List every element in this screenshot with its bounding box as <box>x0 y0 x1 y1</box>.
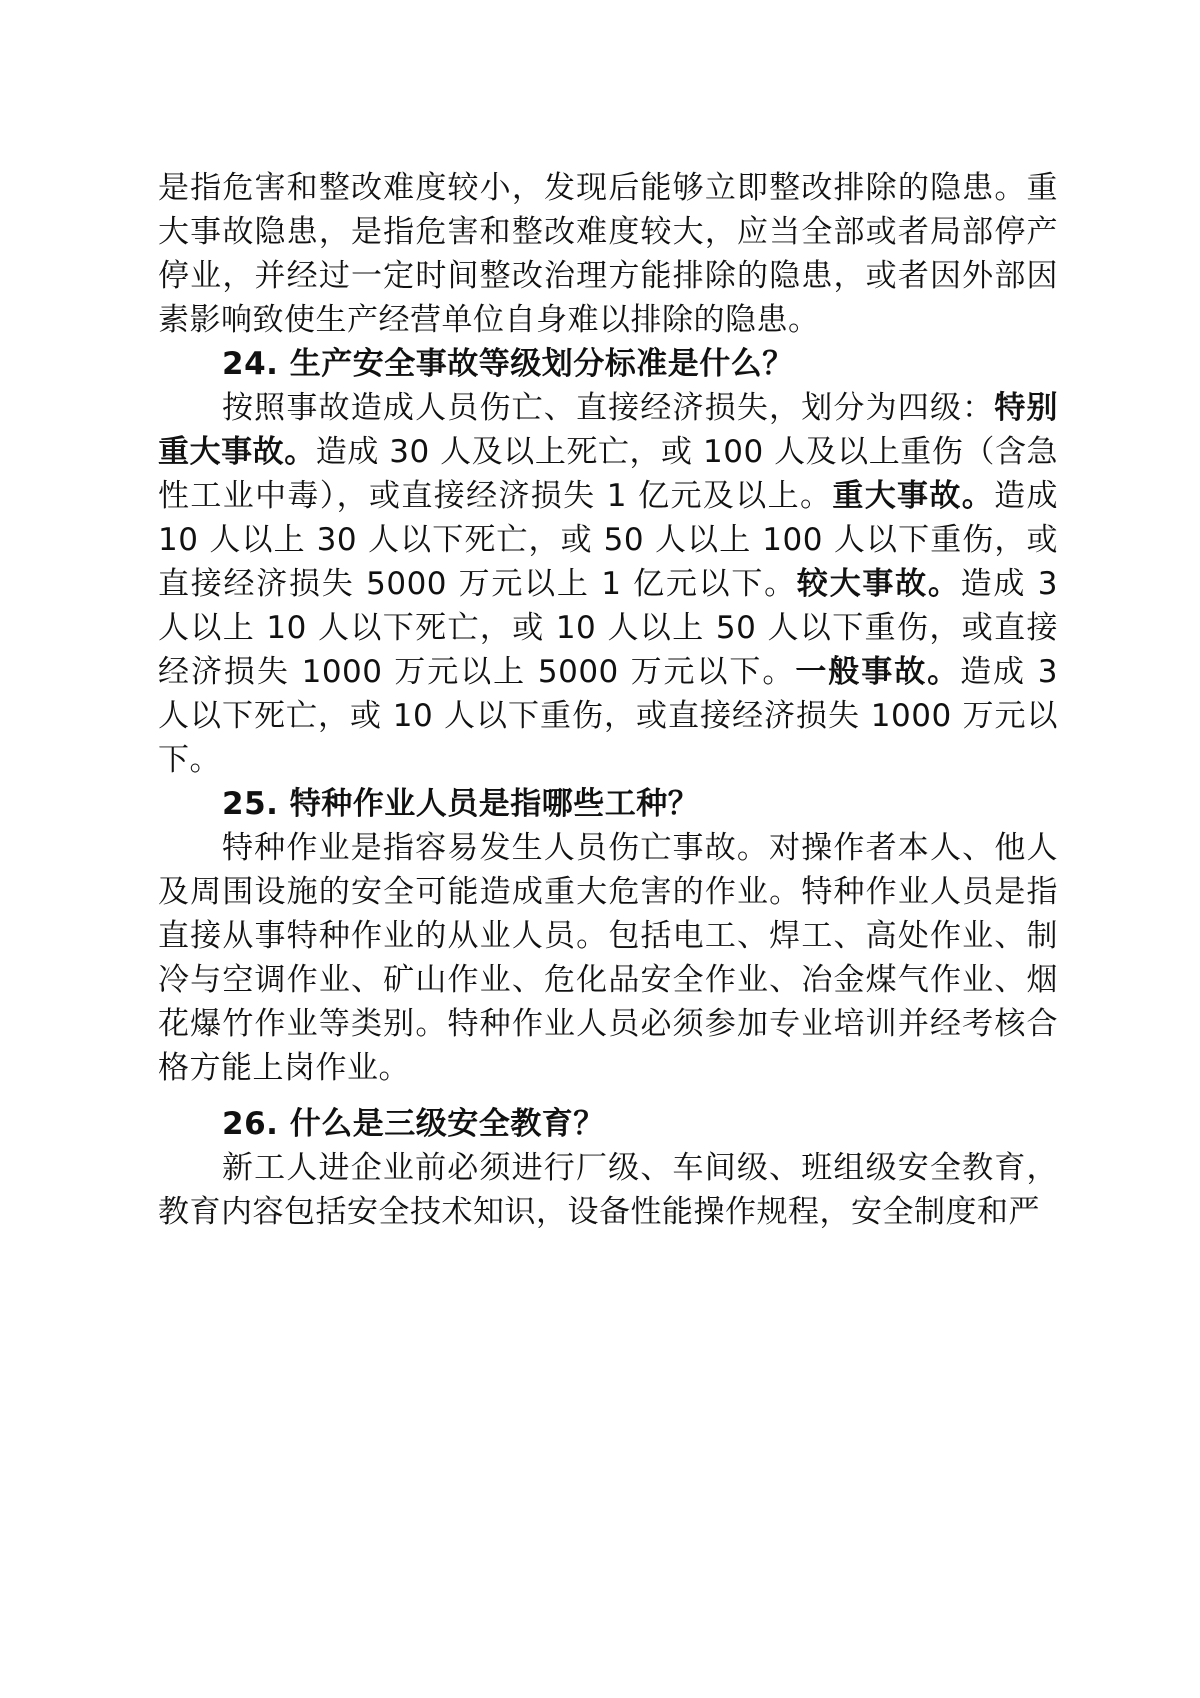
question-24-heading: 24. 生产安全事故等级划分标准是什么？ <box>222 346 794 382</box>
level-4-text: 造成 3 人以下死亡，或 10 人以下重伤，或直接经济损失 1000 万元以下。 <box>158 654 1059 778</box>
intro-paragraph: 是指危害和整改难度较小，发现后能够立即整改排除的隐患。重大事故隐患，是指危害和整改难度较大，应当全部或者局部停产停业，并经过一定时间整改治理方能排除的隐患，或者因外部因素影响致使生产经营单位自身难以排除的隐患。 <box>158 170 1058 338</box>
question-26-heading: 26. 什么是三级安全教育？ <box>222 1106 605 1142</box>
level-2-text: 造成 10 人以上 30 人以下死亡，或 50 人以上 100 人以下重伤，或直接经济损失 5000 万元以上 1 亿元以下。 <box>158 478 1058 602</box>
document-body <box>158 166 1058 1234</box>
level-4-label: 一般事故。 <box>795 654 961 690</box>
question-24-answer <box>158 386 1058 782</box>
level-1-text: 造成 30 人及以上死亡，或 100 人及以上重伤（含急性工业中毒），或直接经济损失 1 亿元及以上。 <box>158 434 1059 514</box>
level-2-label: 重大事故。 <box>832 478 995 514</box>
level-1-label: 特别重大事故。 <box>158 390 1059 470</box>
question-24-lead: 按照事故造成人员伤亡、直接经济损失，划分为四级： <box>222 390 995 426</box>
section-gap <box>158 1090 1058 1102</box>
level-3-text: 造成 3 人以上 10 人以下死亡，或 10 人以上 50 人以下重伤，或直接经济损失 1000 万元以上 5000 万元以下。 <box>158 566 1059 690</box>
level-3-label: 较大事故。 <box>796 566 961 602</box>
question-26-answer: 新工人进企业前必须进行厂级、车间级、班组级安全教育，教育内容包括安全技术知识，设备性能操作规程，安全制度和严 <box>158 1150 1058 1230</box>
question-25-answer: 特种作业是指容易发生人员伤亡事故。对操作者本人、他人及周围设施的安全可能造成重大危害的作业。特种作业人员是指直接从事特种作业的从业人员。包括电工、焊工、高处作业、制冷与空调作业、矿山作业、危化品安全作业、冶金煤气作业、烟花爆竹作业等类别。特种作业人员必须参加专业培训并经考核合格方能上岗作业。 <box>158 830 1058 1086</box>
question-25-heading: 25. 特种作业人员是指哪些工种？ <box>222 786 700 822</box>
